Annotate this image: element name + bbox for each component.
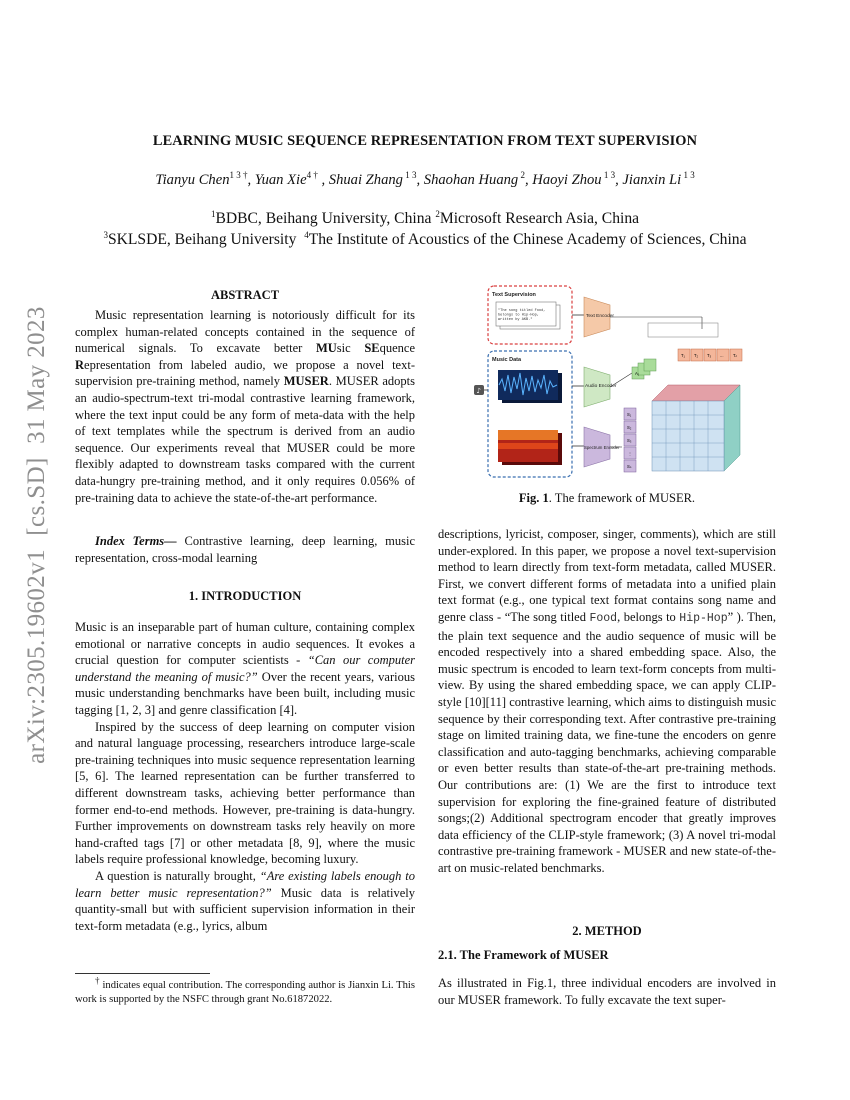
text-token-label: ... xyxy=(720,353,724,358)
subsection-heading: 2.1. The Framework of MUSER xyxy=(438,948,609,962)
framework-figure xyxy=(472,283,772,483)
affiliations-line-2: $^3$SKLSDE, Beihang University $^4$The Institute of Acoustics of the Chinese Academy of Sciences, China xyxy=(103,229,747,248)
author: Shuai Zhang $^{1 3}$, xyxy=(328,170,424,188)
spectrum-token-label: Sₙ xyxy=(627,464,632,469)
spectrum-token-label: ⋮ xyxy=(628,451,633,456)
audio-token-label: A₁ xyxy=(635,371,640,376)
spectrum-token-label: S₁ xyxy=(627,412,632,417)
music-note-glyph: ♪ xyxy=(476,387,481,395)
intro-body xyxy=(75,619,415,934)
author: Yuan Xie$^{4 \dagger}$ , xyxy=(254,170,329,188)
footnote-rule xyxy=(75,973,210,974)
intro-paragraph: descriptions, lyricist, composer, singer, comments), which are still under-explored. In this paper, we propose a novel text-supervision method to learn directly from text-form metadata, called MUSER. First, we convert different forms of metadata into a unified plain text format (e.g., one typical text format contains song name and genre class - “The song titled Food, belongs to Hip-Hop” ). Then, the plain text sequence and the audio sequence of music will be encoded respectively into a shared embedding space. Also, the music spectrum is encoded to learn text-form concepts from multi-view. By using the shared embedding space, we can apply CLIP-style [10][11] contrastive learning, which aims to distinguish music sequence by their corresponding text. After contrastive pre-training stage on limited training data, we fine-tune the encoders on genre classification and auto-tagging benchmarks, achieving comparable or even better results than state-of-the-art pre-training methods. Our contributions are: (1) We are the first to introduce text supervision for exploring the fine-grained feature of distributed songs;(2) Additional spectrogram encoder that greatly improves data efficiency of the CLIP-style framework; (3) A novel tri-modal contrastive pre-training framework - MUSER and new state-of-the-art on music-related benchmarks. xyxy=(438,527,777,875)
text-token-label: T₂ xyxy=(694,353,699,358)
spectrogram-band xyxy=(498,443,558,449)
music-data-label: Music Data xyxy=(492,357,522,363)
spectrogram-band xyxy=(498,430,558,440)
affiliations-line-1: $^1$BDBC, Beihang University, China $^2$Microsoft Research Asia, China xyxy=(210,208,640,227)
paper-title: LEARNING MUSIC SEQUENCE REPRESENTATION FROM TEXT SUPERVISION xyxy=(152,133,698,149)
text-token-label: T₁ xyxy=(681,353,685,358)
author-list xyxy=(0,172,850,189)
spectrum-encoder-label: Spectrum Encoder xyxy=(584,445,620,450)
spectrum-token-label: S₃ xyxy=(627,438,632,443)
intro-paragraph: A question is naturally brought, “Are existing labels enough to learn better music representation?” Music data is relatively quantity-small but with sufficient supervision information in their text-form metadata (e.g., lyrics, album xyxy=(75,868,415,933)
abstract-heading: ABSTRACT xyxy=(210,288,280,302)
right-column-body xyxy=(438,526,776,876)
abstract-paragraph: Music representation learning is notoriously difficult for its complex human-related concepts contained in the sequence of numerical signals. To excavate better MUsic SEquence Representation from labeled audio, we propose a novel text-supervision pre-training method, namely MUSER. MUSER adopts an audio-spectrum-text tri-modal contrastive learning framework, where the text input could be any form of meta-data with the help of text templates while the spectrum is derived from an audio sequence. Our experiments reveal that MUSER could be more flexibly adapted to downstream tasks compared with the current data-hungry pre-training method, and it only requires 0.056% of pre-training data to achieve the state-of-the-art performance. xyxy=(75,308,416,505)
similarity-cube xyxy=(652,385,740,471)
author: Jianxin Li $^{1 3}$ xyxy=(622,170,695,188)
text-sample: "The song titled Food, belongs to Hip-Hop, written by AKB." xyxy=(498,309,546,322)
text-supervision-label: Text Supervision xyxy=(492,292,536,298)
text-encoder-label: Text Encoder xyxy=(586,314,614,319)
method-body xyxy=(438,975,776,1008)
intro-paragraph: Music is an inseparable part of human culture, containing complex emotional or narrative concepts in audio sequences. It evokes a crucial question for computer scientists - “Can our computer understand the meaning of music?” Over the recent years, various music understanding benchmarks have been built, including music tagging [1, 2, 3] and genre classification [4]. xyxy=(75,620,415,717)
author: Tianyu Chen$^{1 3 \dagger}$, xyxy=(155,170,255,188)
cube-front xyxy=(652,401,724,471)
framework-diagram xyxy=(472,283,772,483)
author: Shaohan Huang $^2$, xyxy=(423,170,533,188)
author: Haoyi Zhou $^{1 3}$, xyxy=(532,170,623,188)
audio-token-stack xyxy=(632,359,656,379)
figure-caption: Fig. 1. The framework of MUSER. xyxy=(518,491,696,505)
text-tokens xyxy=(678,349,742,361)
audio-encoder-label: Audio Encoder xyxy=(585,384,617,389)
audio-token xyxy=(644,359,656,371)
spectrum-tokens xyxy=(624,408,636,472)
index-terms: Index Terms— Contrastive learning, deep learning, music representation, cross-modal learning xyxy=(75,534,415,565)
spectrum-token-label: S₂ xyxy=(627,425,632,430)
arxiv-identifier: arXiv:2305.19602v1 [cs.SD] 31 May 2023 xyxy=(23,306,50,764)
text-token-frame xyxy=(648,323,718,337)
text-token-label: Tₙ xyxy=(733,353,738,358)
text-token-label: T₃ xyxy=(707,353,712,358)
method-heading: 2. METHOD xyxy=(572,924,642,938)
intro-heading: 1. INTRODUCTION xyxy=(188,589,302,603)
footnote: † indicates equal contribution. The corresponding author is Jianxin Li. This work is supported by the NSFC through grant No.61872022. xyxy=(75,975,415,1005)
method-paragraph: As illustrated in Fig.1, three individual encoders are involved in our MUSER framework. To fully excavate the text super- xyxy=(438,976,776,1007)
intro-paragraph: Inspired by the success of deep learning on computer vision and natural language processing, researchers introduce large-scale pre-training techniques into music sequence representation learning [5, 6]. The learned representation can be further transferred to different downstream tasks, achieving better performance than former end-to-end methods. However, pre-training is data-hungry. Further improvements on downstream tasks rely heavily on more hand-crafted tags [7] or other metadata [8, 9], where the music labels require professional knowledge, becoming luxury. xyxy=(75,719,415,867)
index-terms-label: Index Terms— xyxy=(95,534,177,548)
arxiv-sidebar xyxy=(12,290,62,780)
abstract-body xyxy=(75,307,415,506)
